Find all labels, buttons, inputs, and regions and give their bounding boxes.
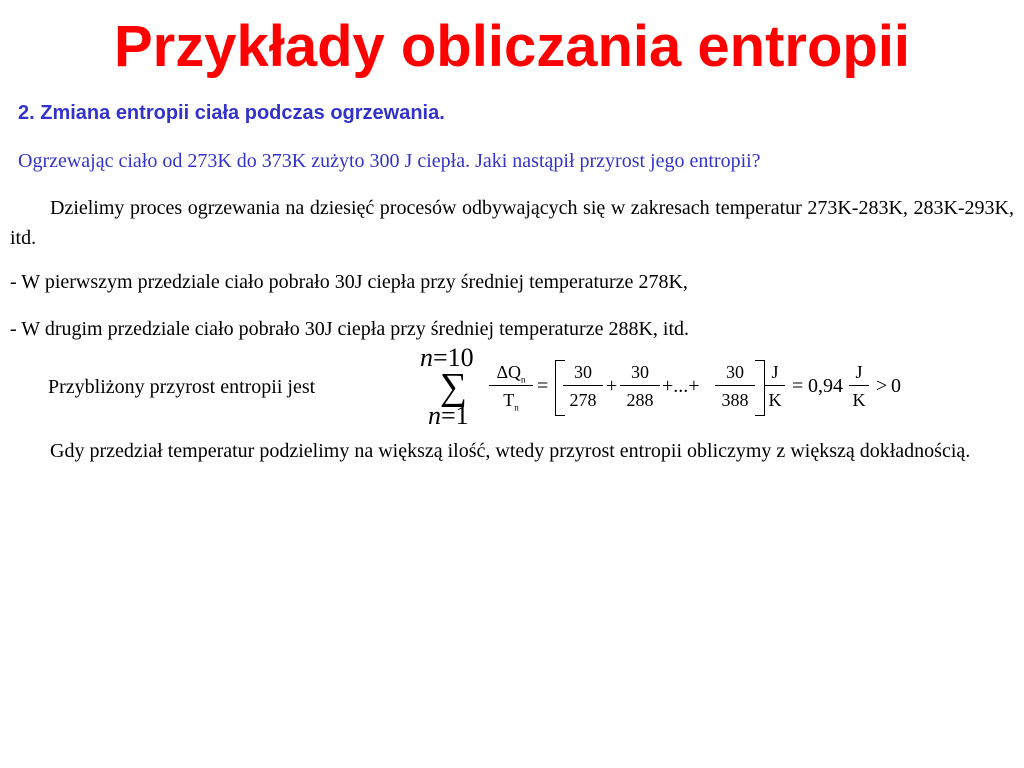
t: T xyxy=(503,390,515,410)
problem-question: Ogrzewając ciało od 273K do 373K zużyto 300 J ciepła. Jaki nastąpił przyrost jego entropii? xyxy=(18,150,761,172)
equals-sign: = xyxy=(537,375,549,397)
greater-than-sign: > xyxy=(876,375,888,397)
zero-value: 0 xyxy=(891,375,901,397)
fraction-30-278: 30 278 xyxy=(563,361,603,411)
unit-j-over-k-2: J K xyxy=(849,361,869,411)
approx-label: Przybliżony przyrost entropii jest xyxy=(48,376,316,398)
result-value: 0,94 xyxy=(808,375,843,397)
paragraph-conclusion: Gdy przedział temperatur podzielimy na większą ilość, wtedy przyrost entropii obliczymy z większą dokładnością. xyxy=(50,440,971,462)
fraction-30-388: 30 388 xyxy=(715,361,755,411)
delta-q: ΔQ xyxy=(496,362,522,382)
slide-subtitle: 2. Zmiana entropii ciała podczas ogrzewania. xyxy=(18,102,445,124)
sum-upper-limit: n=10 xyxy=(420,343,474,372)
plus-sign: + xyxy=(606,375,618,397)
line-second-interval: - W drugim przedziale ciało pobrało 30J ciepła przy średniej temperaturze 288K, itd. xyxy=(10,318,690,340)
paragraph-division: Dzielimy proces ogrzewania na dziesięć procesów odbywających się w zakresach temperatur 273K-283K, 283K-293K, itd. xyxy=(10,197,1014,249)
unit-j-over-k: J K xyxy=(765,361,785,411)
slide-title: Przykłady obliczania entropii xyxy=(113,14,911,79)
bracket-right xyxy=(755,360,765,416)
fraction-30-288: 30 288 xyxy=(620,361,660,411)
fraction-dq-over-t: $\Delta Q_n$ $T_n$ xyxy=(489,361,533,411)
equals-sign-2: = xyxy=(792,375,804,397)
line-first-interval: - W pierwszym przedziale ciało pobrało 30J ciepła przy średniej temperaturze 278K, xyxy=(10,271,688,293)
plus-ellipsis-plus: +...+ xyxy=(662,375,700,397)
sum-lower-limit: n=1 xyxy=(428,401,469,430)
sum-symbol: ∑ xyxy=(440,366,468,408)
